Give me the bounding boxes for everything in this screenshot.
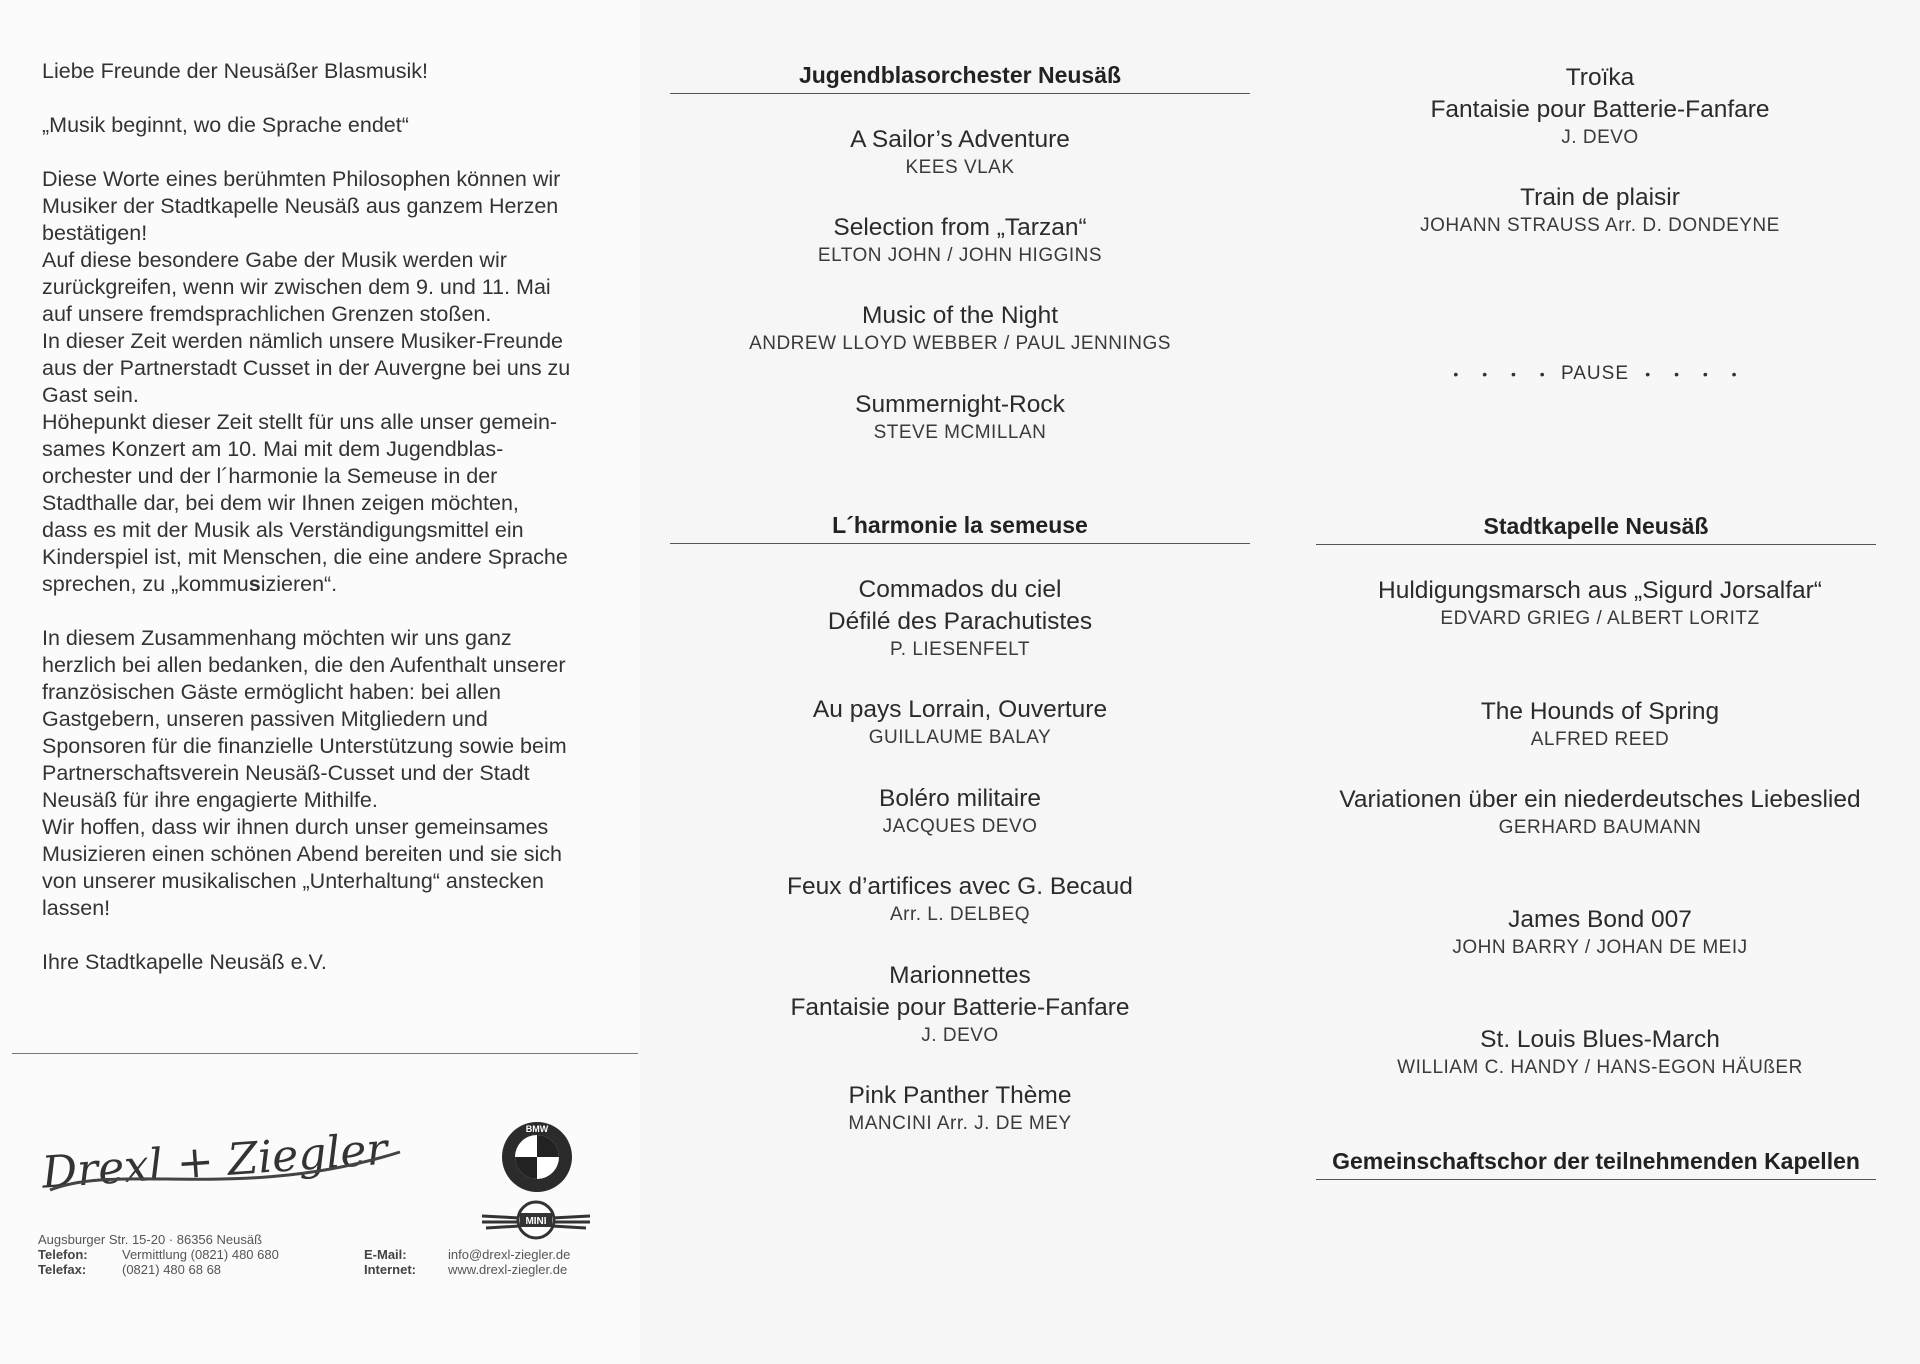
program-item (640, 124, 1280, 180)
piece-title: Au pays Lorrain, Ouverture (812, 696, 1108, 723)
address-line: Augsburger Str. 15-20 · 86356 Neusäß (38, 1232, 263, 1247)
letter-line: Höhepunkt dieser Zeit stellt für uns alle unser gemein- (42, 410, 558, 434)
letter-line-part: izieren“. (260, 572, 338, 596)
letter-line: bestätigen! (42, 221, 148, 245)
email-row (364, 1247, 614, 1262)
letter-line: orchester und der l´harmonie la Semeuse in der (42, 464, 498, 488)
piece-subtitle: Fantaisie pour Batterie-Fanfare (790, 994, 1130, 1021)
piece-composer: JACQUES DEVO (882, 816, 1038, 837)
piece-title: James Bond 007 (1508, 906, 1692, 933)
piece-composer: J. DEVO (921, 1025, 999, 1046)
web-label: Internet: (364, 1262, 416, 1277)
bmw-icon (500, 1120, 574, 1194)
program-item (640, 389, 1280, 445)
pause-label: PAUSE (1560, 363, 1629, 384)
letter-line: Kinderspiel ist, mit Menschen, die eine andere Sprache (42, 545, 568, 569)
letter-paragraph-1 (42, 166, 602, 598)
program-item (1280, 575, 1920, 631)
phone-value: Vermittlung (0821) 480 680 (122, 1247, 279, 1262)
piece-title: A Sailor’s Adventure (850, 126, 1070, 153)
piece-composer: KEES VLAK (905, 157, 1015, 178)
letter-line: sames Konzert am 10. Mai mit dem Jugendblas- (42, 437, 504, 461)
sponsor-address (38, 1232, 338, 1277)
piece-title: St. Louis Blues-March (1480, 1026, 1720, 1053)
web-row (364, 1262, 614, 1277)
piece-title: Marionnettes (889, 962, 1031, 989)
letter-line: Gast sein. (42, 383, 139, 407)
program-item (640, 694, 1280, 750)
letter-line: In dieser Zeit werden nämlich unsere Musiker-Freunde (42, 329, 564, 353)
letter-line: herzlich bei allen bedanken, die den Aufenthalt unserer (42, 653, 566, 677)
program-item (1280, 696, 1920, 752)
piece-subtitle: Fantaisie pour Batterie-Fanfare (1430, 96, 1770, 123)
letter-line: von unserer musikalischen „Unterhaltung“ anstecken (42, 869, 544, 893)
letter-line-bold: s (248, 572, 261, 596)
letter-line: Stadthalle dar, bei dem wir Ihnen zeigen möchten, (42, 491, 519, 515)
letter-line: Gastgebern, unseren passiven Mitgliedern und (42, 707, 488, 731)
piece-composer: ALFRED REED (1530, 729, 1670, 750)
piece-composer: ELTON JOHN / JOHN HIGGINS (817, 245, 1103, 266)
letter-quote: „Musik beginnt, wo die Sprache endet“ (42, 113, 409, 137)
program-panel-middle (640, 0, 1280, 1364)
drexl-ziegler-logo: Drexl + Ziegler (40, 1123, 389, 1199)
piece-title: Troïka (1565, 64, 1635, 91)
piece-title: Summernight-Rock (855, 391, 1065, 418)
piece-title: Commados du ciel (858, 576, 1062, 603)
letter-line: Musiker der Stadtkapelle Neusäß aus ganzem Herzen (42, 194, 559, 218)
piece-composer: JOHANN STRAUSS Arr. D. DONDEYNE (1420, 215, 1780, 236)
piece-composer: J. DEVO (1561, 127, 1639, 148)
section-title-jugendblasorchester: Jugendblasorchester Neusäß (670, 62, 1250, 94)
letter-line: Partnerschaftsverein Neusäß-Cusset und der Stadt (42, 761, 530, 785)
bmw-label: BMW (525, 1124, 549, 1134)
letter-paragraph-2 (42, 625, 602, 922)
program-item (640, 300, 1280, 356)
pause-dots: • • • • (1645, 366, 1747, 382)
sponsor-contact (364, 1247, 614, 1277)
piece-title: The Hounds of Spring (1480, 698, 1720, 725)
piece-subtitle: Défilé des Parachutistes (827, 608, 1093, 635)
letter-line: zurückgreifen, wenn wir zwischen dem 9. und 11. Mai (42, 275, 551, 299)
letter-line: Musizieren einen schönen Abend bereiten und sie sich (42, 842, 562, 866)
piece-composer: ANDREW LLOYD WEBBER / PAUL JENNINGS (749, 333, 1171, 354)
letter-line: Diese Worte eines berühmten Philosophen können wir (42, 167, 561, 191)
piece-title: Selection from „Tarzan“ (833, 214, 1087, 241)
email-label: E-Mail: (364, 1247, 407, 1262)
piece-composer: WILLIAM C. HANDY / HANS-EGON HÄUßER (1397, 1057, 1803, 1078)
section-title-gemeinschaftschor: Gemeinschaftschor der teilnehmenden Kapellen (1316, 1148, 1876, 1180)
letter-line: In diesem Zusammenhang möchten wir uns ganz (42, 626, 512, 650)
letter-line: Sponsoren für die finanzielle Unterstützung sowie beim (42, 734, 567, 758)
piece-composer: GERHARD BAUMANN (1498, 817, 1702, 838)
program-item (1280, 62, 1920, 150)
letter-signature: Ihre Stadtkapelle Neusäß e.V. (42, 950, 327, 974)
letter-line: dass es mit der Musik als Verständigungsmittel ein (42, 518, 524, 542)
program-item (640, 871, 1280, 927)
mini-icon (480, 1198, 592, 1242)
phone-row (38, 1247, 338, 1262)
letter-line: aus der Partnerstadt Cusset in der Auvergne bei uns zu (42, 356, 571, 380)
letter-text (42, 58, 602, 976)
letter-line: Neusäß für ihre engagierte Mithilfe. (42, 788, 378, 812)
piece-title: Boléro militaire (878, 785, 1042, 812)
letter-panel (0, 0, 640, 1364)
piece-title: Variationen über ein niederdeutsches Liebeslied (1339, 786, 1861, 813)
program-item (640, 960, 1280, 1048)
program-item (640, 574, 1280, 662)
letter-line: Auf diese besondere Gabe der Musik werden wir (42, 248, 507, 272)
piece-title: Pink Panther Thème (848, 1082, 1072, 1109)
letter-line: französischen Gäste ermöglicht haben: bei allen (42, 680, 501, 704)
email-value: info@drexl-ziegler.de (448, 1247, 571, 1262)
web-value: www.drexl-ziegler.de (448, 1262, 568, 1277)
program-item (640, 212, 1280, 268)
program-item (1280, 904, 1920, 960)
program-panel-right (1280, 0, 1920, 1364)
piece-title: Feux d’artifices avec G. Becaud (787, 873, 1133, 900)
piece-title: Train de plaisir (1520, 184, 1680, 211)
piece-title: Huldigungsmarsch aus „Sigurd Jorsalfar“ (1378, 577, 1822, 604)
letter-line-part: sprechen, zu „kommu (42, 572, 249, 596)
fax-row (38, 1262, 338, 1277)
piece-composer: Arr. L. DELBEQ (889, 904, 1031, 925)
mini-label: MINI (525, 1216, 547, 1227)
letter-line: auf unsere fremdsprachlichen Grenzen stoßen. (42, 302, 492, 326)
sponsor-logo (40, 1112, 470, 1222)
program-item (640, 1080, 1280, 1136)
program-item (1280, 182, 1920, 238)
fax-value: (0821) 480 68 68 (122, 1262, 222, 1277)
letter-line (42, 571, 602, 598)
fax-label: Telefax: (38, 1262, 87, 1277)
footer-divider (12, 1053, 638, 1054)
letter-greeting: Liebe Freunde der Neusäßer Blasmusik! (42, 59, 428, 83)
program-item (640, 783, 1280, 839)
piece-composer: EDVARD GRIEG / ALBERT LORITZ (1440, 608, 1760, 629)
letter-line: lassen! (42, 896, 111, 920)
section-title-harmonie: L´harmonie la semeuse (670, 512, 1250, 544)
letter-line: Wir hoffen, dass wir ihnen durch unser gemeinsames (42, 815, 549, 839)
program-item (1280, 1024, 1920, 1080)
piece-composer: MANCINI Arr. J. DE MEY (848, 1113, 1072, 1134)
piece-composer: JOHN BARRY / JOHAN DE MEIJ (1452, 937, 1748, 958)
program-item (1280, 784, 1920, 840)
piece-composer: P. LIESENFELT (890, 639, 1030, 660)
piece-composer: STEVE MCMILLAN (873, 422, 1047, 443)
pause-dots: • • • • (1453, 366, 1555, 382)
section-title-stadtkapelle: Stadtkapelle Neusäß (1316, 513, 1876, 545)
phone-label: Telefon: (38, 1247, 88, 1262)
piece-composer: GUILLAUME BALAY (868, 727, 1052, 748)
piece-title: Music of the Night (861, 302, 1059, 329)
intermission (1280, 363, 1920, 385)
